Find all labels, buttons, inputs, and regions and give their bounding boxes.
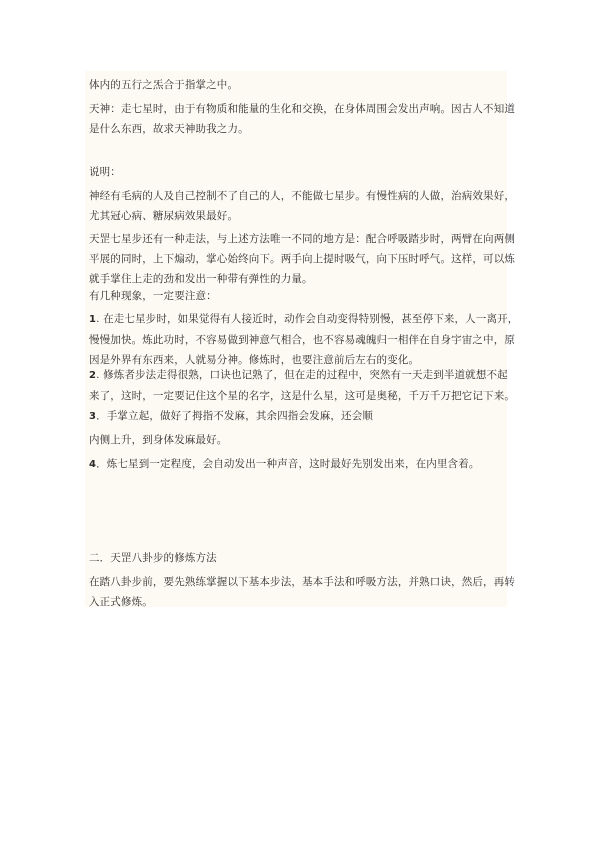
paragraph <box>89 229 515 289</box>
text-line: 入正式修炼。 <box>89 596 153 608</box>
text-line: 有几种现象，一定要注意： <box>89 290 217 302</box>
text-line: ．手掌立起，做好了拇指不发麻，其余四指会发麻，还会顺 <box>96 410 374 422</box>
item-number: 3 <box>89 411 97 422</box>
text-line: 来了，这时，一定要记住这个星的名字，这是什么星，这可是奥秘，千万千万把它记下来。 <box>89 390 515 402</box>
numbered-item <box>89 365 515 406</box>
numbered-item <box>89 454 507 475</box>
section-heading <box>89 548 507 568</box>
text-line: 慢慢加快。炼此功时，不容易做到神意气相合，也不容易魂魄归一相伴在自身宇宙之中，原 <box>89 334 515 346</box>
text-line: 体内的五行之炁合于指掌之中。 <box>89 79 239 91</box>
section-label <box>89 162 507 182</box>
item-number: 1 <box>89 314 97 325</box>
item-number: 2 <box>89 370 97 381</box>
text-line: 在踏八卦步前，要先熟练掌握以下基本步法，基本手法和呼吸方法，并熟口诀，然后，再转 <box>89 576 515 588</box>
paragraph <box>89 430 507 450</box>
text-line: 内侧上升，到身体发麻最好。 <box>89 434 228 446</box>
text-line: 就手掌住上走的劲和发出一种带有弹性的力量。 <box>89 273 313 285</box>
paragraph <box>89 75 507 95</box>
numbered-item <box>89 406 507 427</box>
text-line: . 在走七星步时，如果觉得有人接近时，动作会自动变得特别慢，甚至停下来，人一离开， <box>96 313 519 325</box>
text-line: 说明： <box>89 166 121 178</box>
text-line: 天神：走七星时，由于有物质和能量的生化和交换，在身体周围会发出声响。因古人不知道 <box>89 103 515 115</box>
text-line: 是什么东西，故求天神助我之力。 <box>89 123 249 135</box>
text-line: 因是外界有东西来，人就易分神。修炼时，也要注意前后左右的变化。 <box>89 354 420 366</box>
paragraph <box>89 572 515 612</box>
paragraph <box>89 99 515 139</box>
item-number: 4 <box>89 459 97 470</box>
text-line: 二．天罡八卦步的修炼方法 <box>89 552 217 564</box>
paragraph <box>89 286 507 306</box>
text-line: 神经有毛病的人及自己控制不了自己的人，不能做七星步。有慢性病的人做，治病效果好， <box>89 190 515 202</box>
paragraph <box>89 186 515 226</box>
text-line: 尤其冠心病、糖尿病效果最好。 <box>89 210 239 222</box>
text-line: . 修炼者步法走得很熟，口诀也记熟了，但在走的过程中，突然有一天走到半道就想不起 <box>96 369 508 381</box>
numbered-item <box>89 309 519 370</box>
text-line: 平展的同时，上下煽动，掌心始终向下。两手向上提时吸气，向下压时呼气。这样，可以炼 <box>89 253 515 265</box>
text-line: 天罡七星步还有一种走法，与上述方法唯一不同的地方是：配合呼吸踏步时，两臂在向两侧 <box>89 233 515 245</box>
text-line: ．炼七星到一定程度，会自动发出一种声音，这时最好先别发出来，在内里含着。 <box>96 458 480 470</box>
